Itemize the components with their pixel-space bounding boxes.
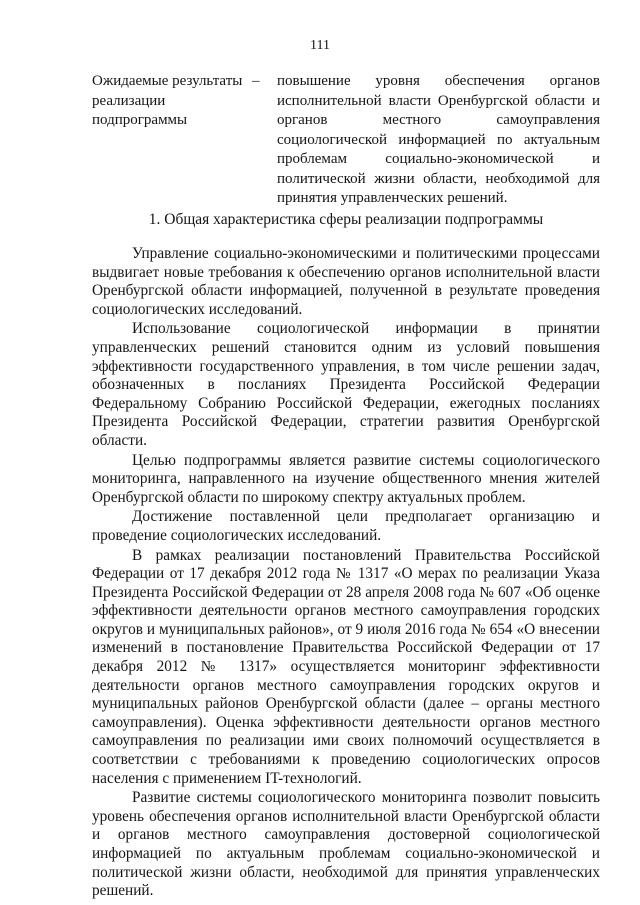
expected-results-row: [92, 72, 600, 206]
paragraph: Использование социологической информации в принятии управленческих решений становится одним из условий повышения эффективности государственного управления, в том числе решении задач, обозначенных в посланиях Президента Российской Федерации Федеральному Собранию Российской Федерации, ежегодных посланиях Президента Российской Федерации, стратегии развития Оренбургской области.: [92, 320, 600, 449]
section-heading: 1. Общая характеристика сферы реализации подпрограммы: [148, 211, 544, 228]
paragraph: Целью подпрограммы является развитие системы социологического мониторинга, направленного на изучение общественного мнения жителей Оренбургской области по широкому спектру актуальных проблем.: [92, 451, 600, 506]
paragraph: В рамках реализации постановлений Правительства Российской Федерации от 17 декабря 2012 года № 1317 «О мерах по реализации Указа Президента Российской Федерации от 28 апреля 2008 года № 607 «Об оценке эффективности деятельности органов местного самоуправления городских округов и муниципальных районов», от 9 июля 2016 года № 654 «О внесении изменений в постановление Правительства Российской Федерации от 17 декабря 2012 № 1317» осуществляется мониторинг эффективности деятельности органов местного самоуправления городских округов и муниципальных районов Оренбургской области (далее – органы местного самоуправления). Оценка эффективности деятельности органов местного самоуправления по реализации ими своих полномочий осуществляется в соответствии с требованиями к проведению социологических опросов населения с применением IT-технологий.: [92, 546, 600, 787]
paragraph: Достижение поставленной цели предполагает организацию и проведение социологических исследований.: [92, 508, 600, 544]
expected-results-dash: –: [252, 73, 260, 89]
body-text: [92, 245, 600, 902]
expected-results-text: повышение уровня обеспечения органов исполнительной власти Оренбургской области и органов местного самоуправления социологической информацией по актуальным проблемам социально-экономической и политической жизни области, необходимой для принятия управленческих решений.: [277, 73, 600, 206]
paragraph: Управление социально-экономическими и политическими процессами выдвигает новые требования к обеспечению органов исполнительной власти Оренбургской области информацией, полученной в результате проведения социологических исследований.: [92, 245, 600, 318]
expected-results-label: Ожидаемые результаты реализации подпрограммы: [92, 73, 243, 128]
page-number: 111: [310, 38, 330, 53]
paragraph: Развитие системы социологического мониторинга позволит повысить уровень обеспечения органов исполнительной власти Оренбургской области и органов местного самоуправления достоверной социологической информацией по актуальным проблемам социально-экономической и политической жизни области, необходимой для принятия управленческих решений.: [92, 789, 600, 900]
